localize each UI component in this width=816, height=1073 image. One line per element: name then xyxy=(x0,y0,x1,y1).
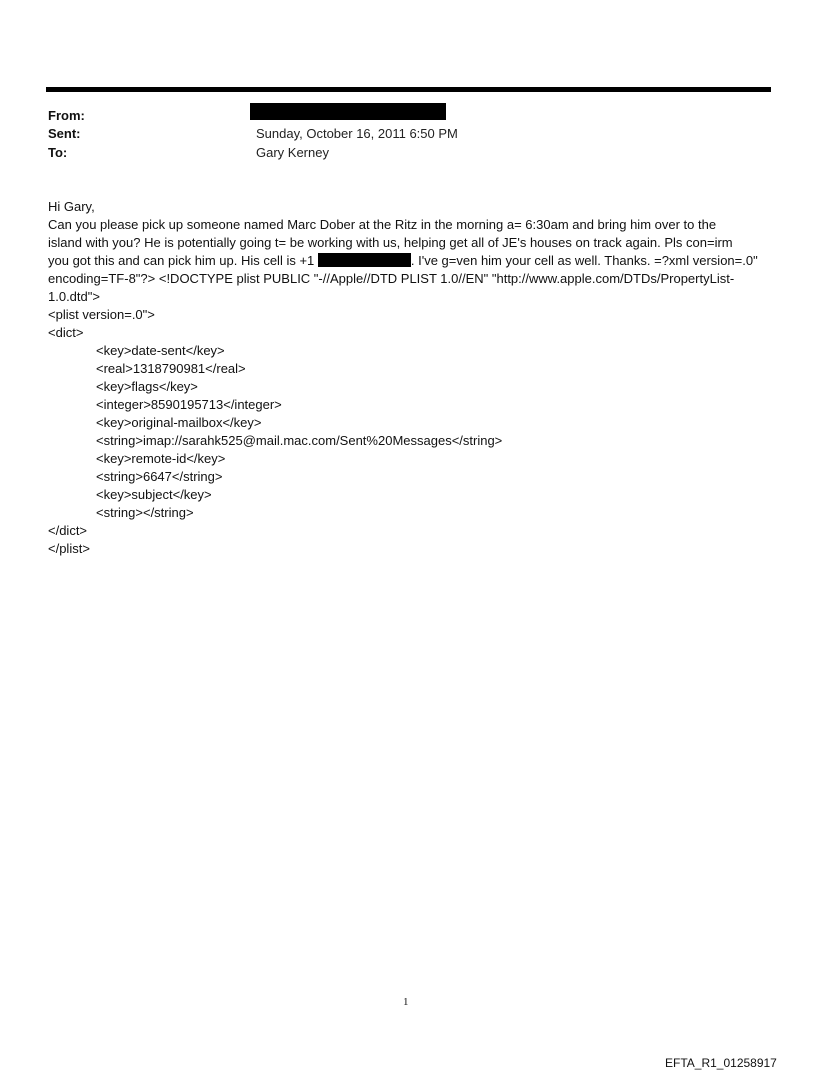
dict-line: <key>date-sent</key> xyxy=(96,343,225,358)
dict-line: <string>6647</string> xyxy=(96,469,223,484)
body-line: Can you please pick up someone named Marc Dober at the Ritz in the morning a= 6:30am and bring him over to the xyxy=(48,217,717,232)
to-value: Gary Kerney xyxy=(256,145,329,160)
header-rule xyxy=(46,87,771,92)
body-line: island with you? He is potentially going t= be working with us, helping get all of JE's houses on track again. Pls con=irm xyxy=(48,235,733,250)
email-body xyxy=(48,198,778,558)
sent-label: Sent: xyxy=(48,126,81,141)
phone-redaction xyxy=(318,253,411,267)
dict-line: <key>remote-id</key> xyxy=(96,451,226,466)
document-id: EFTA_R1_01258917 xyxy=(665,1056,777,1070)
dict-open: <dict> xyxy=(48,325,84,340)
dict-line: <key>original-mailbox</key> xyxy=(96,415,262,430)
dict-line: <string>imap://sarahk525@mail.mac.com/Sent%20Messages</string> xyxy=(96,433,503,448)
greeting: Hi Gary, xyxy=(48,199,95,214)
body-line: 1.0.dtd"> xyxy=(48,289,100,304)
dict-close: </dict> xyxy=(48,523,88,538)
plist-open: <plist version=.0"> xyxy=(48,307,155,322)
body-line xyxy=(48,252,778,270)
body-line-part: . I've g=ven him your cell as well. Thanks. =?xml version=.0" xyxy=(410,253,758,268)
dict-line: <key>flags</key> xyxy=(96,379,198,394)
dict-line: <real>1318790981</real> xyxy=(96,361,246,376)
dict-line: <string></string> xyxy=(96,505,194,520)
to-label: To: xyxy=(48,145,68,160)
from-label: From: xyxy=(48,108,85,123)
from-redaction xyxy=(250,103,446,120)
dict-line: <key>subject</key> xyxy=(96,487,212,502)
plist-close: </plist> xyxy=(48,541,90,556)
body-line: encoding=TF-8"?> <!DOCTYPE plist PUBLIC "-//Apple//DTD PLIST 1.0//EN" "http://www.apple.com/DTDs/PropertyList- xyxy=(48,271,735,286)
body-line-part: you got this and can pick him up. His cell is +1 xyxy=(48,253,318,268)
sent-value: Sunday, October 16, 2011 6:50 PM xyxy=(256,126,458,141)
page-number: 1 xyxy=(403,996,409,1008)
dict-line: <integer>8590195713</integer> xyxy=(96,397,282,412)
